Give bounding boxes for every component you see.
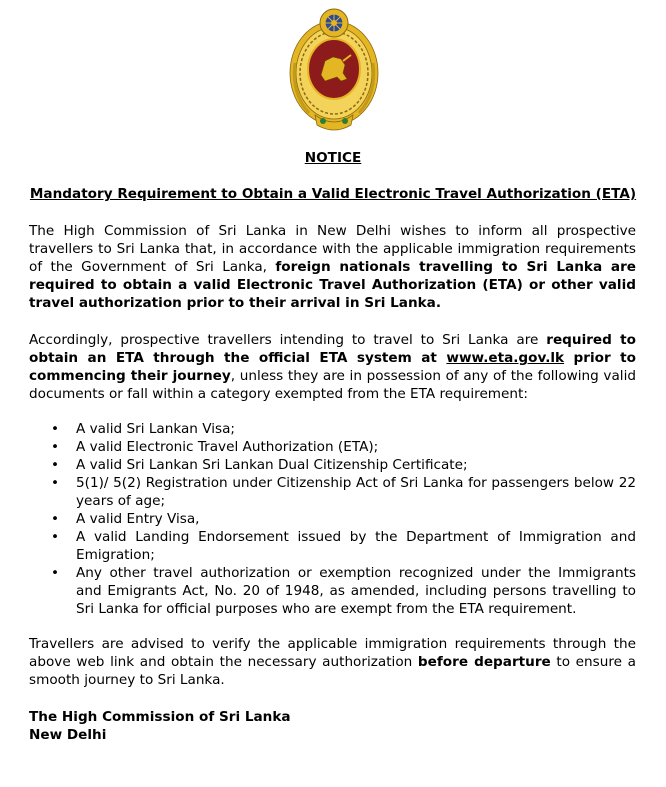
list-item xyxy=(29,564,636,618)
eta-text-2: , unless they are in possession of any of the following valid documents or fall within a category exempted from the ETA requirement: xyxy=(29,368,636,402)
bullet-icon: • xyxy=(51,475,60,491)
bullet-icon: • xyxy=(51,421,60,437)
bullet-icon: • xyxy=(51,529,60,545)
intro-text: The High Commission of Sri Lanka in New Delhi wishes to inform all prospective travellers to Sri Lanka that, in accordance with the applicable immigration requirements of the Government of Sri Lanka, xyxy=(29,223,636,275)
intro-bold-text: foreign nationals travelling to Sri Lanka are required to obtain a valid Electronic Travel Authorization (ETA) or other valid travel authorization prior to their arrival in Sri Lanka. xyxy=(29,259,637,311)
list-item-text: A valid Electronic Travel Authorization (ETA); xyxy=(76,439,379,455)
advice-text-2: to ensure a smooth journey to Sri Lanka. xyxy=(29,654,636,688)
bullet-icon: • xyxy=(51,457,60,473)
intro-paragraph xyxy=(29,222,636,312)
signature-line-2: New Delhi xyxy=(29,727,107,743)
bullet-icon: • xyxy=(51,439,60,455)
bullet-icon: • xyxy=(51,565,60,581)
list-item xyxy=(29,474,636,510)
list-item-text: 5(1)/ 5(2) Registration under Citizenship Act of Sri Lanka for passengers below 22 years of age; xyxy=(76,475,636,509)
eta-requirement-paragraph xyxy=(29,331,636,403)
signature-line-1: The High Commission of Sri Lanka xyxy=(29,709,291,725)
list-item-text: A valid Sri Lankan Visa; xyxy=(76,421,236,437)
list-item xyxy=(29,528,636,564)
list-item-text: A valid Landing Endorsement issued by the Department of Immigration and Emigration; xyxy=(76,529,636,563)
sri-lanka-emblem-icon xyxy=(285,3,383,137)
advice-text-1: Travellers are advised to verify the applicable immigration requirements through the above web link and obtain the necessary authorization xyxy=(29,636,636,670)
advice-bold-text: before departure xyxy=(417,654,551,670)
eta-text-1: Accordingly, prospective travellers intending to travel to Sri Lanka are xyxy=(29,332,547,348)
notice-title: NOTICE xyxy=(304,150,362,166)
eta-website-link[interactable]: www.eta.gov.lk xyxy=(446,350,565,366)
exemption-list xyxy=(29,420,636,618)
bullet-icon: • xyxy=(51,511,60,527)
list-item xyxy=(29,456,636,474)
advice-paragraph xyxy=(29,635,636,689)
signature-block xyxy=(29,708,291,744)
list-item-text: A valid Entry Visa, xyxy=(76,511,200,527)
list-item xyxy=(29,420,636,438)
list-item-text: A valid Sri Lankan Sri Lankan Dual Citizenship Certificate; xyxy=(76,457,468,473)
list-item-text: Any other travel authorization or exemption recognized under the Immigrants and Emigrants Act, No. 20 of 1948, as amended, including persons travelling to Sri Lanka for official purposes who are exempt from the ETA requirement. xyxy=(76,565,636,617)
page-heading: Mandatory Requirement to Obtain a Valid Electronic Travel Authorization (ETA) xyxy=(29,186,637,202)
eta-bold-1: required to obtain an ETA through the official ETA system at xyxy=(29,332,636,366)
eta-bold-2: prior to commencing their journey xyxy=(29,350,636,384)
list-item xyxy=(29,510,636,528)
list-item xyxy=(29,438,636,456)
